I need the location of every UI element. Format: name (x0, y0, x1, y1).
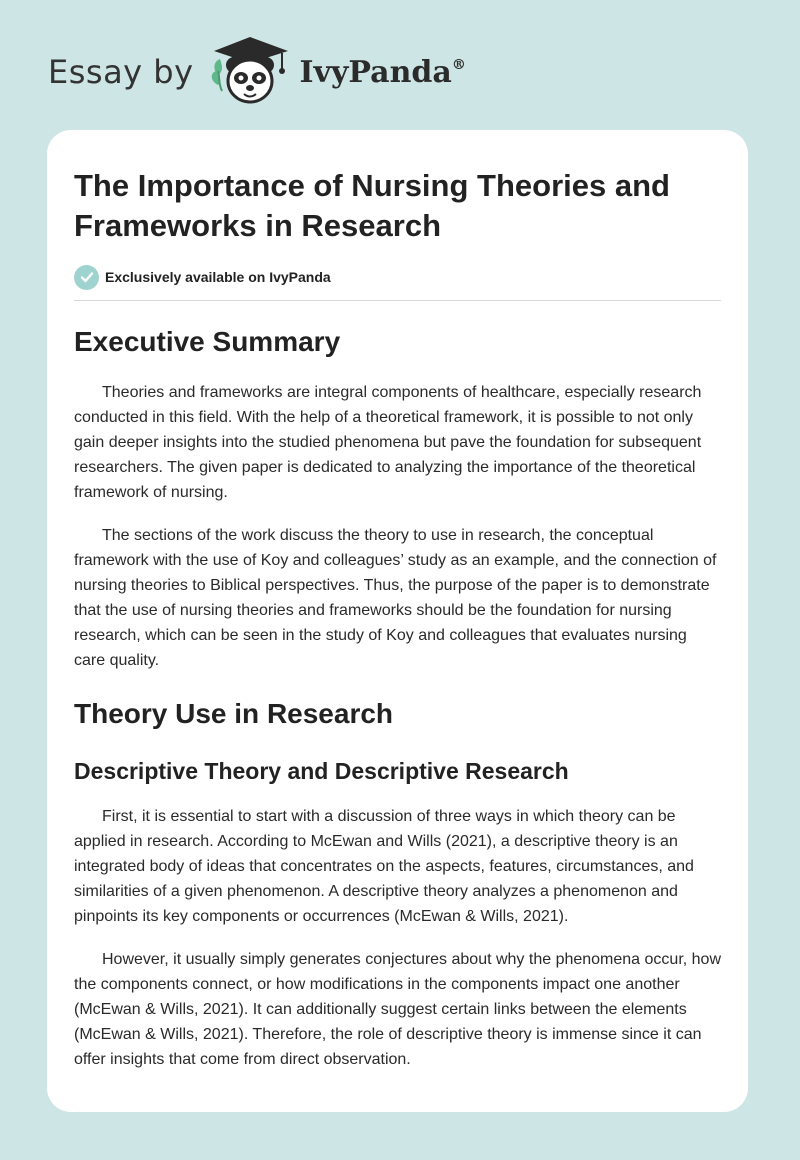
paragraph: The sections of the work discuss the theory to use in research, the conceptual framework with the use of Koy and colleagues’ study as an example, and the connection of nursing theories to Biblical perspectives. Thus, the purpose of the paper is to demonstrate that the use of nursing theories and frameworks should be the foundation for nursing research, which can be seen in the study of Koy and colleagues that evaluates nursing care quality. (74, 527, 717, 669)
paragraph: However, it usually simply generates conjectures about why the phenomena occur, how the components connect, or how modifications in the components impact one another (McEwan & Wills, 2021). It can additionally suggest certain links between the elements (McEwan & Wills, 2021). Therefore, the role of descriptive theory is immense since it can offer insights that come from direct observation. (74, 951, 722, 1068)
site-header (48, 32, 466, 112)
panda-graduate-icon[interactable] (208, 33, 292, 112)
brand-name[interactable] (300, 55, 466, 90)
check-icon (74, 265, 99, 290)
essay-by-label: Essay by (48, 53, 194, 91)
brand-name-text: IvyPanda (299, 54, 452, 90)
subsection-heading-descriptive-theory: Descriptive Theory and Descriptive Research (74, 758, 569, 784)
paragraph: First, it is essential to start with a discussion of three ways in which theory can be applied in research. According to McEwan and Wills (2021), a descriptive theory is an integrated body of ideas that concentrates on the aspects, features, circumstances, and similarities of a given phenomenon. A descriptive theory analyzes a phenomenon and pinpoints its key components or occurrences (McEwan & Wills, 2021). (74, 808, 694, 925)
divider (74, 300, 721, 301)
exclusive-badge (74, 264, 721, 290)
section-heading-executive-summary: Executive Summary (74, 326, 341, 357)
registered-mark: ® (451, 56, 466, 73)
section-heading-theory-use: Theory Use in Research (74, 698, 394, 729)
paragraph: Theories and frameworks are integral components of healthcare, especially research conducted in this field. With the help of a theoretical framework, it is possible to not only gain deeper insights into the studied phenomena but pave the foundation for subsequent researchers. The given paper is dedicated to analyzing the importance of the theoretical framework of nursing. (74, 384, 702, 501)
article-title: The Importance of Nursing Theories and Frameworks in Research (74, 168, 670, 243)
article-card (47, 130, 748, 1112)
exclusive-text: Exclusively available on IvyPanda (105, 269, 331, 285)
